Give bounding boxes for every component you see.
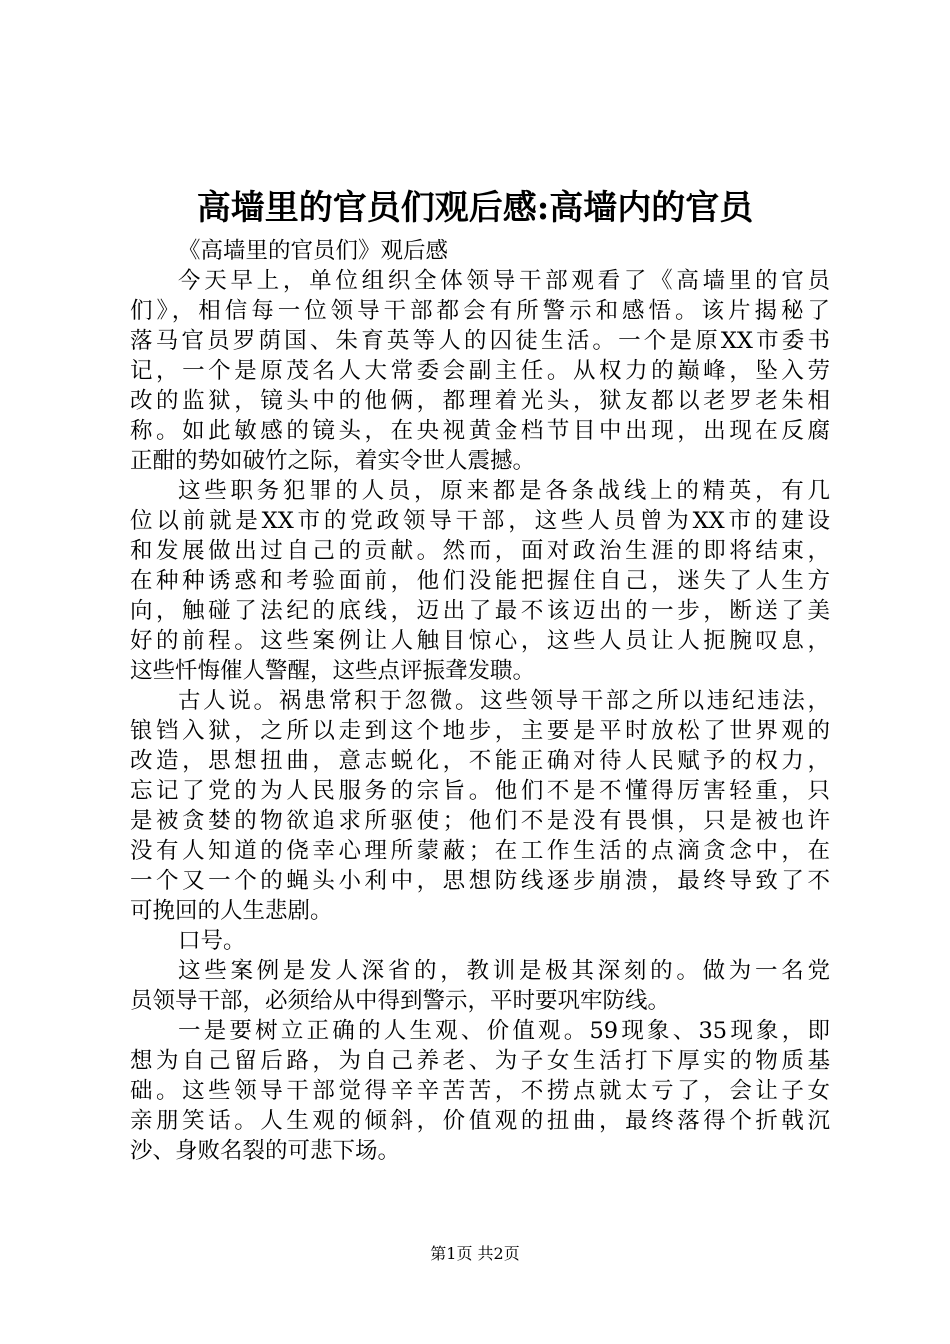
text-line: 这些职务犯罪的人员，原来都是各条战线上的精英，有几 (178, 478, 830, 504)
text-line: 在种种诱惑和考验面前，他们没能把握住自己，迷失了人生方 (130, 568, 830, 594)
text-line: 和发展做出过自己的贡献。然而，面对政治生涯的即将结束， (130, 538, 830, 564)
text-line: 这些忏悔催人警醒，这些点评振聋发聩。 (130, 658, 536, 684)
document-body (130, 236, 830, 1166)
text-line: 可挽回的人生悲剧。 (130, 898, 333, 924)
document-title: 高墙里的官员们观后感:高墙内的官员 (196, 188, 754, 228)
text-line: 沙、身败名裂的可悲下场。 (130, 1138, 401, 1164)
text-line: 员领导干部，必须给从中得到警示，平时要巩牢防线。 (130, 988, 671, 1014)
text-line: 没有人知道的侥幸心理所蒙蔽；在工作生活的点滴贪念中，在 (130, 838, 830, 864)
text-line: 是被贪婪的物欲追求所驱使；他们不是没有畏惧，只是被也许 (130, 808, 830, 834)
text-line: 记，一个是原茂名人大常委会副主任。从权力的巅峰，坠入劳 (130, 358, 830, 384)
text-line: 们》，相信每一位领导干部都会有所警示和感悟。该片揭秘了 (130, 298, 830, 324)
text-line: 一是要树立正确的人生观、价值观。59现象、35现象，即 (178, 1018, 830, 1044)
text-line: 忘记了党的为人民服务的宗旨。他们不是不懂得厉害轻重，只 (130, 778, 830, 804)
text-line: 向，触碰了法纪的底线，迈出了最不该迈出的一步，断送了美 (130, 598, 830, 624)
text-line: 锒铛入狱，之所以走到这个地步，主要是平时放松了世界观的 (130, 718, 830, 744)
text-line: 好的前程。这些案例让人触目惊心，这些人员让人扼腕叹息， (130, 628, 830, 654)
text-line: 改的监狱，镜头中的他俩，都理着光头，狱友都以老罗老朱相 (130, 388, 830, 414)
text-line: 今天早上，单位组织全体领导干部观看了《高墙里的官员 (178, 268, 830, 294)
text-line: 《高墙里的官员们》观后感 (178, 238, 449, 264)
text-line: 改造，思想扭曲，意志蜕化，不能正确对待人民赋予的权力， (130, 748, 830, 774)
text-line: 这些案例是发人深省的，教训是极其深刻的。做为一名党 (178, 958, 830, 984)
text-line: 亲朋笑话。人生观的倾斜，价值观的扭曲，最终落得个折戟沉 (130, 1108, 830, 1134)
text-line: 落马官员罗荫国、朱育英等人的囚徒生活。一个是原XX市委书 (130, 328, 830, 354)
text-line: 想为自己留后路，为自己养老、为子女生活打下厚实的物质基 (130, 1048, 830, 1074)
text-line: 口号。 (178, 928, 246, 954)
text-line: 位以前就是XX市的党政领导干部，这些人员曾为XX市的建设 (130, 508, 830, 534)
text-line: 称。如此敏感的镜头，在央视黄金档节目中出现，出现在反腐 (130, 418, 830, 444)
text-line: 础。这些领导干部觉得辛辛苦苦，不捞点就太亏了，会让子女 (130, 1078, 830, 1104)
text-line: 一个又一个的蝇头小利中，思想防线逐步崩溃，最终导致了不 (130, 868, 830, 894)
text-line: 正酣的势如破竹之际，着实令世人震撼。 (130, 448, 536, 474)
page-footer: 第1页 共2页 (430, 1244, 520, 1263)
text-line: 古人说。祸患常积于忽微。这些领导干部之所以违纪违法， (178, 688, 830, 714)
